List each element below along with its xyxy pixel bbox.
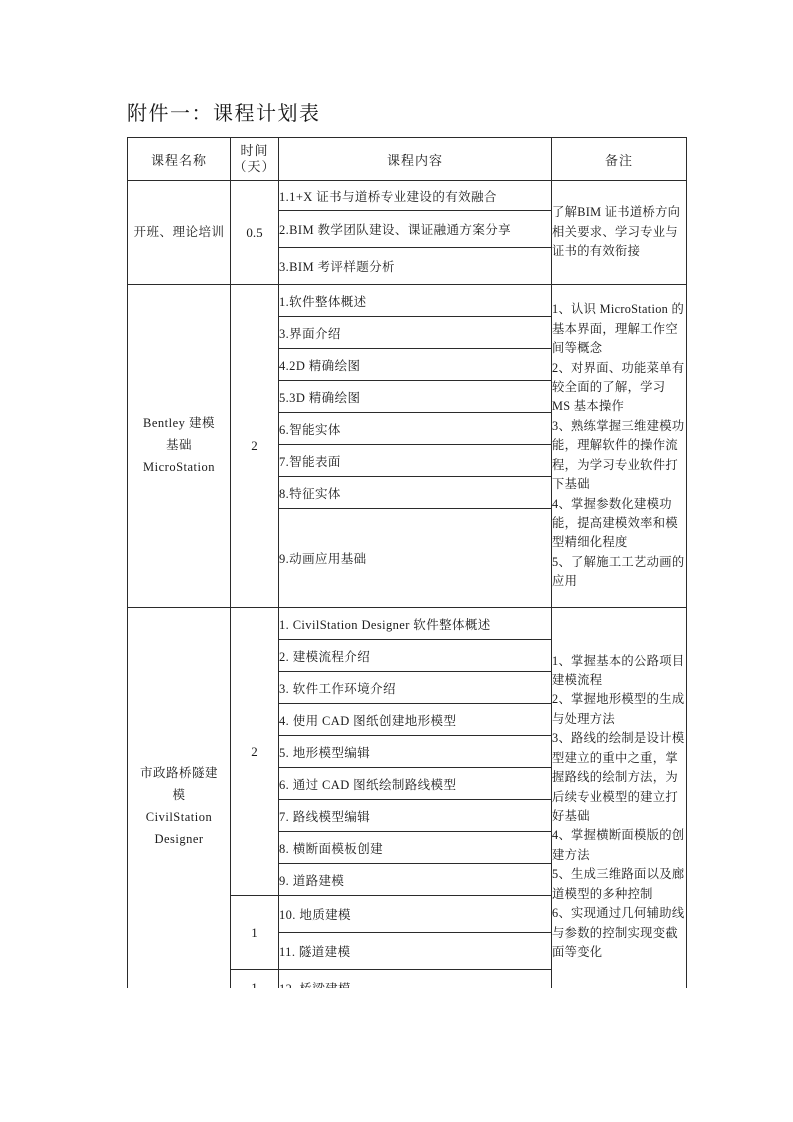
section-3-name-line-4: Designer — [154, 831, 204, 846]
table-header-row — [128, 138, 687, 181]
section-3-remark-3: 3、路线的绘制是设计模型建立的重中之重，掌握路线的绘制方法，为后续专业模型的建立打好基础 — [552, 731, 685, 823]
section-3-remark-1: 1、掌握基本的公路项目建模流程 — [552, 653, 685, 688]
section-3-item-5: 5. 地形模型编辑 — [279, 736, 552, 768]
page-bottom-clip — [0, 988, 793, 1122]
section-3-remark-5: 5、生成三维路面以及廊道模型的多种控制 — [552, 867, 685, 901]
section-1-item-3: 3.BIM 考评样题分析 — [279, 248, 552, 285]
section-3-item-2: 2. 建模流程介绍 — [279, 640, 552, 672]
section-3-days-group-1: 2 — [231, 608, 279, 896]
section-2-course-name — [128, 285, 231, 608]
section-2-days: 2 — [231, 285, 279, 608]
section-1-remark-1: 了解BIM 证书道桥方向相关要求、学习专业与证书的有效衔接 — [552, 205, 681, 259]
course-plan-table-wrapper — [127, 137, 686, 1007]
section-2-remark-2: 2、对界面、功能菜单有较全面的了解，学习 MS 基本操作 — [552, 360, 685, 414]
section-3-item-8: 8. 横断面模板创建 — [279, 832, 552, 864]
section-3-item-1: 1. CivilStation Designer 软件整体概述 — [279, 608, 552, 640]
section-2-item-6: 7.智能表面 — [279, 445, 552, 477]
header-content: 课程内容 — [279, 138, 552, 181]
section-1-remarks — [552, 181, 687, 285]
course-plan-table — [127, 137, 687, 1007]
section-3-name-line-2: 模 — [172, 788, 186, 803]
section-3-remarks — [552, 608, 687, 1007]
section-3-course-name — [128, 608, 231, 1007]
section-1-course-name: 开班、理论培训 — [128, 181, 231, 285]
section-2-item-1: 1.软件整体概述 — [279, 285, 552, 317]
header-days-line2: （天） — [233, 159, 276, 174]
header-days — [231, 138, 279, 181]
section-3-remark-6: 6、实现通过几何辅助线与参数的控制实现变截面等变化 — [552, 906, 685, 959]
section-2-name-line-1: Bentley 建模 — [142, 416, 215, 431]
section-3-item-4: 4. 使用 CAD 图纸创建地形模型 — [279, 704, 552, 736]
section-2-item-4: 5.3D 精确绘图 — [279, 381, 552, 413]
table-row — [128, 181, 687, 211]
section-3-days-group-2: 1 — [231, 896, 279, 970]
section-3-item-11: 11. 隧道建模 — [279, 933, 552, 970]
section-2-item-8: 9.动画应用基础 — [279, 509, 552, 608]
section-3-remark-4: 4、掌握横断面模版的创建方法 — [552, 828, 685, 862]
section-2-remark-3: 3、熟练掌握三维建模功能，理解软件的操作流程，为学习专业软件打下基础 — [552, 418, 685, 492]
section-2-remark-1: 1、认识 MicroStation 的基本界面，理解工作空间等概念 — [552, 302, 685, 356]
section-2-item-3: 4.2D 精确绘图 — [279, 349, 552, 381]
header-days-line1: 时间 — [240, 142, 269, 158]
section-3-item-3: 3. 软件工作环境介绍 — [279, 672, 552, 704]
page-title: 附件一：课程计划表 — [127, 103, 321, 125]
section-2-name-line-2: 基础 — [165, 438, 192, 453]
header-remarks: 备注 — [552, 138, 687, 181]
section-2-remark-4: 4、掌握参数化建模功能，提高建模效率和模型精细化程度 — [552, 496, 678, 550]
section-2-remarks — [552, 285, 687, 608]
section-2-item-2: 3.界面介绍 — [279, 317, 552, 349]
section-2-item-5: 6.智能实体 — [279, 413, 552, 445]
section-3-item-9: 9. 道路建模 — [279, 864, 552, 896]
section-2-name-line-3: MicroStation — [143, 459, 215, 474]
section-1-item-1: 1.1+X 证书与道桥专业建设的有效融合 — [279, 181, 552, 211]
section-3-item-7: 7. 路线模型编辑 — [279, 800, 552, 832]
section-3-name-line-1: 市政路桥隧建 — [139, 766, 218, 781]
section-3-item-6: 6. 通过 CAD 图纸绘制路线模型 — [279, 768, 552, 800]
section-3-item-10: 10. 地质建模 — [279, 896, 552, 933]
table-row — [128, 285, 687, 317]
section-1-days: 0.5 — [231, 181, 279, 285]
section-2-remark-5: 5、了解施工工艺动画的应用 — [552, 554, 685, 589]
section-1-item-2: 2.BIM 教学团队建设、课证融通方案分享 — [279, 211, 552, 248]
section-3-name-line-3: CivilStation — [145, 810, 213, 824]
table-row — [128, 608, 687, 640]
section-3-remark-2: 2、掌握地形模型的生成与处理方法 — [552, 692, 685, 726]
section-2-item-7: 8.特征实体 — [279, 477, 552, 509]
header-course-name: 课程名称 — [128, 138, 231, 181]
